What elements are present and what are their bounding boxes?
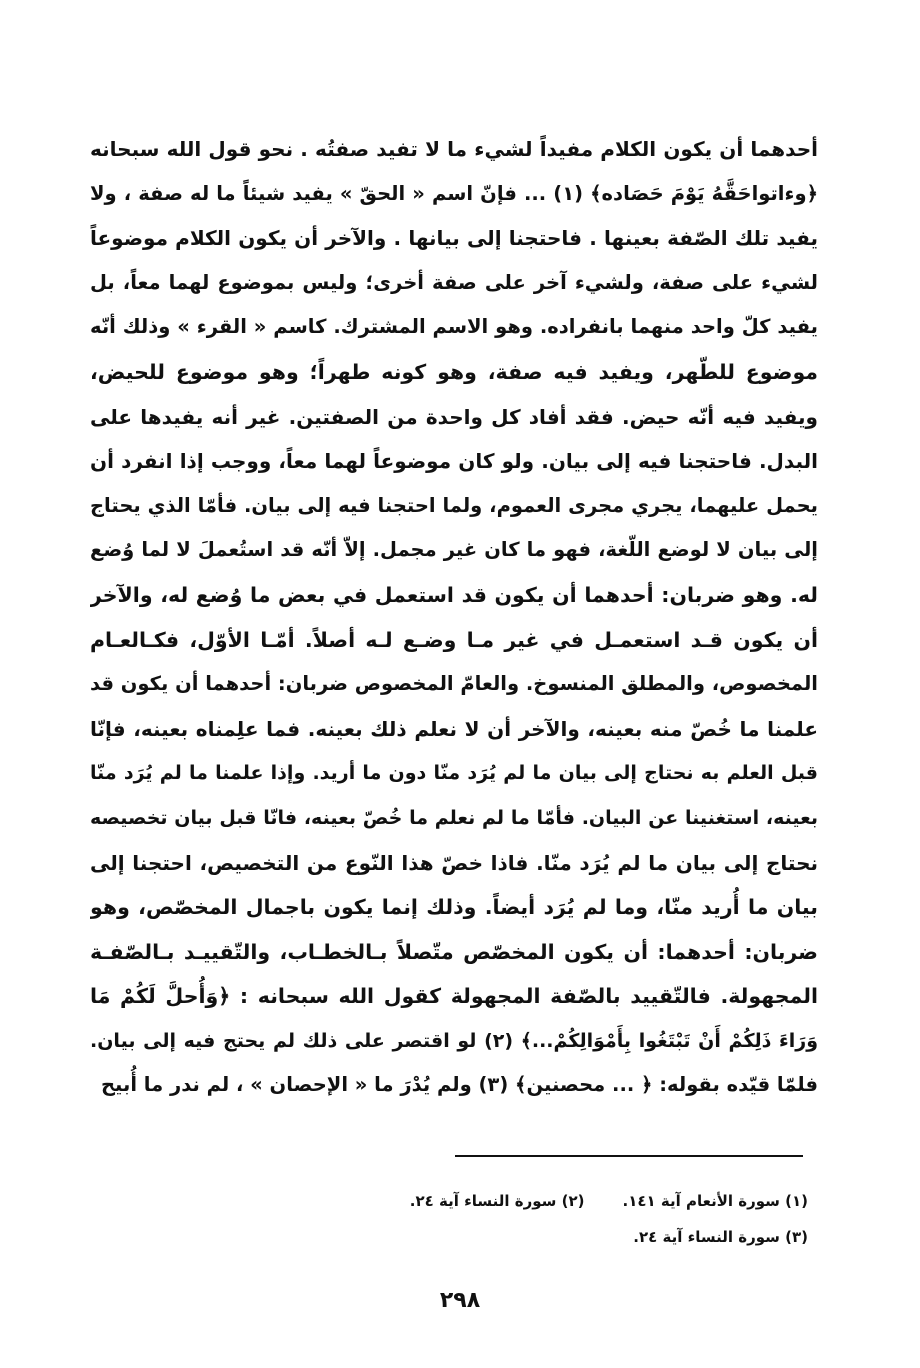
footnote-row [288, 1183, 808, 1219]
body-line: نحتاج إلى بيان ما لم يُرَد منّا. فاذا خصّ هذا النّوع من التخصيص، احتجنا إلى [90, 850, 818, 875]
body-line: البدل. فاحتجنا فيه إلى بيان. ولو كان موضوعاً لهما معاً، ووجب إذا انفرد أن [90, 449, 818, 474]
body-line: ﴿وءاتواحَقَّهُ يَوْمَ حَصَاده﴾ (١) ... فإنّ اسم « الحقّ » يفيد شيئاً ما له صفة ، ولا [90, 181, 818, 205]
body-line: وَرَاءَ ذَلِكُمْ أَنْ تَبْتَغُوا بِأَمْوَالِكُمْ...﴾ (٢) لو اقتصر على ذلك لم يحتج فيه إلى بيان. [90, 1029, 818, 1052]
footnote-2: (٢) سورة النساء آية ٢٤. [409, 1192, 585, 1210]
body-line: بيان ما أُريد منّا، وما لم يُرَد أيضاً. وذلك إنما يكون باجمال المخصّص، وهو [90, 895, 818, 920]
body-line: علمنا ما خُصّ منه بعينه، والآخر أن لا نعلم ذلك بعينه. فما علِمناه بعينه، فإنّا [90, 716, 818, 741]
body-line: ويفيد فيه أنّه حيض. فقد أفاد كل واحدة من الصفتين. غير أنه يفيدها على [90, 404, 818, 429]
footnotes [288, 1183, 808, 1255]
footnote-3: (٣) سورة النساء آية ٢٤. [633, 1228, 808, 1246]
body-line: أن يكون قـد استعمـل في غير مـا وضـع لـه أصلاً. أمّـا الأوّل، فكـالعـام [90, 627, 818, 652]
body-line: أحدهما أن يكون الكلام مفيداً لشيء ما لا تفيد صفتُه . نحو قول الله سبحانه [90, 137, 818, 161]
body-text [90, 127, 818, 1108]
body-line: ضربان: أحدهما: أن يكون المخصّص متّصلاً بـالخطـاب، والتّقييـد بـالصّفـة [90, 939, 818, 964]
body-line: له. وهو ضربان: أحدهما أن يكون قد استعمل في بعض ما وُضع له، والآخر [90, 582, 818, 607]
page-number: ٢٩٨ [439, 1288, 481, 1313]
body-line: بعينه، استغنينا عن البيان. فأمّا ما لم نعلم ما خُصّ بعينه، فانّا قبل بيان تخصيصه [90, 806, 818, 829]
footnote-separator [455, 1155, 803, 1157]
body-line: إلى بيان لا لوضع اللّغة، فهو ما كان غير مجمل. إلاّ أنّه قد استُعملَ لا لما وُضع [90, 538, 818, 562]
body-line: موضوع للطّهر، ويفيد فيه صفة، وهو كونه طهراً؛ وهو موضوع للحيض، [90, 359, 818, 384]
body-line: يفيد تلك الصّفة بعينها . فاحتجنا إلى بيانها . والآخر أن يكون الكلام موضوعاً [90, 226, 818, 251]
footnote-1: (١) سورة الأنعام آية ١٤١. [622, 1192, 808, 1210]
body-line: المخصوص، والمطلق المنسوخ. والعامّ المخصوص ضربان: أحدهما أن يكون قد [90, 672, 818, 696]
body-line: لشيء على صفة، ولشيء آخر على صفة أخرى؛ وليس بموضوع لهما معاً، بل [90, 270, 818, 294]
body-line: المجهولة. فالتّقييد بالصّفة المجهولة كقول الله سبحانه : ﴿وَأُحلَّ لَكُمْ مَا [90, 984, 818, 1009]
body-line: يحمل عليهما، يجري مجرى العموم، ولما احتجنا فيه إلى بيان. فأمّا الذي يحتاج [90, 493, 818, 517]
body-line: يفيد كلّ واحد منهما بانفراده. وهو الاسم المشترك. كاسم « القرء » وذلك أنّه [90, 315, 818, 339]
body-line: قبل العلم به نحتاج إلى بيان ما لم يُرَد منّا دون ما أريد. وإذا علمنا ما لم يُرَد منّا [90, 762, 818, 785]
body-line: فلمّا قيّده بقوله: ﴿ ... محصنين﴾ (٣) ولم يُدْرَ ما « الإحصان » ، لم ندر ما أُبيح [100, 1073, 818, 1097]
footnote-row [288, 1219, 808, 1255]
